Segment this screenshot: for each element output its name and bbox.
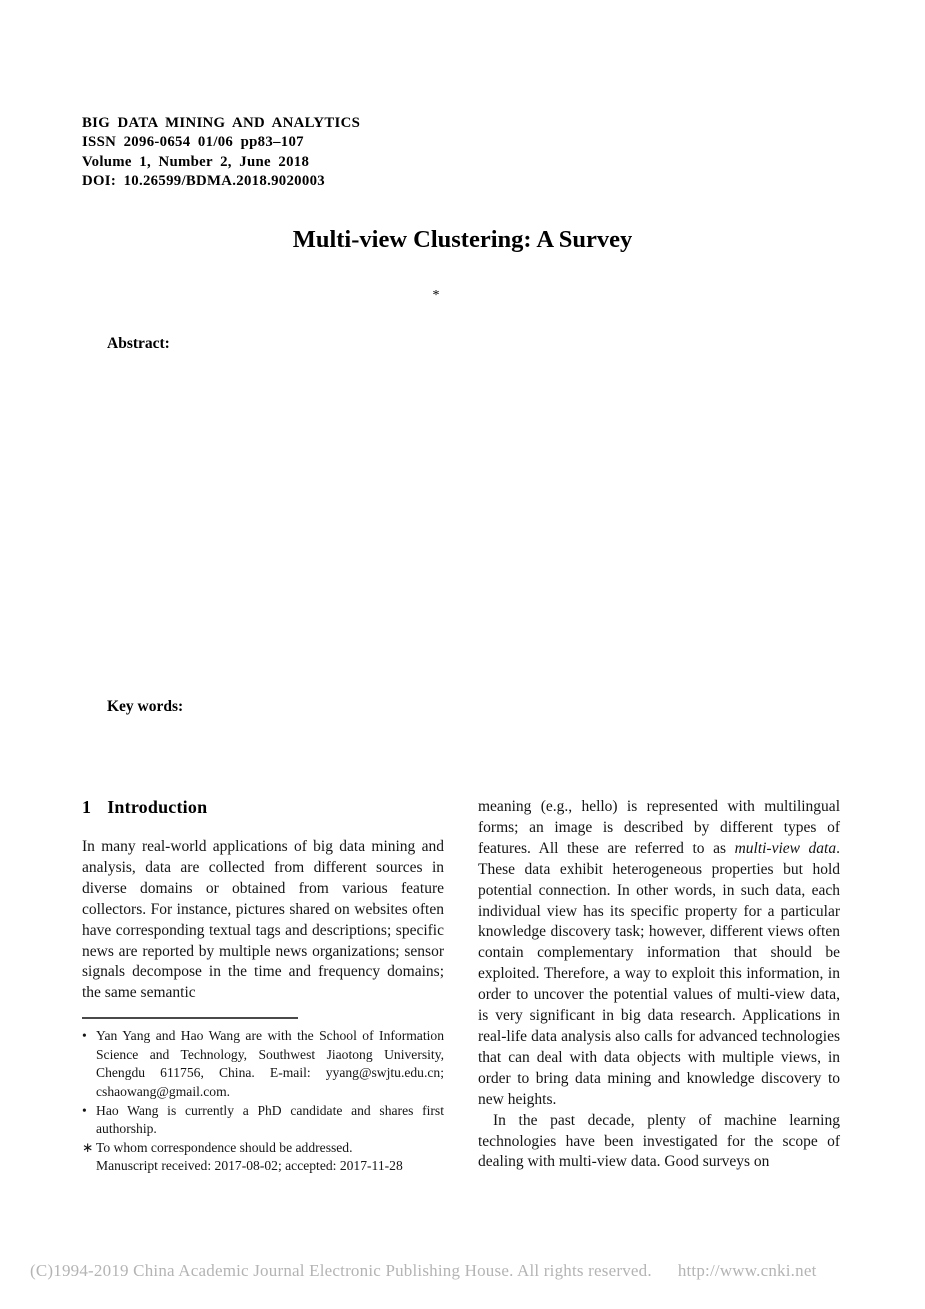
paragraph-text: meaning (e.g., hello) is represented with multilingual forms; an image is described by different types of features. All these are referred to as: [478, 798, 840, 857]
asterisk-icon: ∗: [82, 1139, 94, 1155]
footnote-rule: [82, 1017, 298, 1019]
section-heading-introduction: [82, 797, 444, 818]
journal-volume-line: Volume 1, Number 2, June 2018: [82, 153, 310, 170]
right-column: [478, 797, 840, 1173]
cnki-url: http://www.cnki.net: [677, 1261, 817, 1280]
section-number: 1: [82, 797, 92, 817]
bullet-icon: •: [82, 1102, 87, 1118]
italic-term-multi-view-data: multi-view data: [734, 839, 837, 857]
journal-name: BIG DATA MINING AND ANALYTICS: [82, 115, 361, 131]
journal-header: [82, 114, 382, 192]
footnote-correspondence: [82, 1139, 444, 1158]
copyright-text: (C)1994-2019 China Academic Journal Electronic Publishing House. All rights reserved.: [30, 1261, 652, 1280]
intro-paragraph-right-2: In the past decade, plenty of machine learning technologies have been investigated for the scope of dealing with multi-view data. Good surveys on: [478, 1111, 840, 1171]
intro-paragraph-right-1: [478, 797, 840, 1111]
footnote-authorship: [82, 1102, 444, 1139]
footnote-text: Hao Wang is currently a PhD candidate and shares first authorship.: [96, 1102, 444, 1137]
footnote-text: Manuscript received: 2017-08-02; accepted: 2017-11-28: [96, 1158, 403, 1174]
footnote-manuscript-dates: [82, 1157, 444, 1176]
journal-doi-line: DOI: 10.26599/BDMA.2018.9020003: [82, 173, 325, 190]
footnotes-block: [82, 1027, 444, 1176]
bullet-icon: •: [82, 1028, 87, 1044]
author-asterisk-mark: *: [432, 288, 440, 303]
footnote-affiliation: [82, 1027, 444, 1101]
footnote-text: Yan Yang and Hao Wang are with the School of Information Science and Technology, Southwest Jiaotong University, Chengdu 611756, China. E-mail: yyang@swjtu.edu.cn; cshaowang@gmail.com.: [96, 1028, 444, 1100]
cnki-copyright-footer: [30, 1261, 910, 1281]
paper-title: Multi-view Clustering: A Survey: [292, 226, 633, 253]
left-column: [82, 797, 444, 1176]
keywords-label: Key words:: [107, 698, 184, 715]
intro-paragraph-left: In many real-world applications of big data mining and analysis, data are collected from different sources in diverse domains or obtained from various feature collectors. For instance, pictures shared on websites often have corresponding textual tags and descriptions; specific news are reported by multiple news organizations; sensor signals decompose in the time and frequency domains; the same semantic: [82, 838, 444, 1002]
abstract-label: Abstract:: [107, 335, 170, 352]
paragraph-text: . These data exhibit heterogeneous properties but hold potential connection. In other words, in such data, each individual view has its specific property for a particular knowledge discovery task; however, different views often contain complementary information that should be exploited. Therefore, a way to exploit this information, in order to uncover the potential values of multi-view data, is very significant in big data research. Applications in real-life data analysis also calls for advanced technologies that can deal with data objects with multiple views, in order to bring data mining and knowledge discovery to new heights.: [478, 839, 840, 1108]
footnote-text: To whom correspondence should be addressed.: [96, 1139, 353, 1155]
section-title: Introduction: [107, 797, 208, 817]
journal-issn-line: ISSN 2096-0654 01/06 pp83–107: [82, 134, 304, 151]
